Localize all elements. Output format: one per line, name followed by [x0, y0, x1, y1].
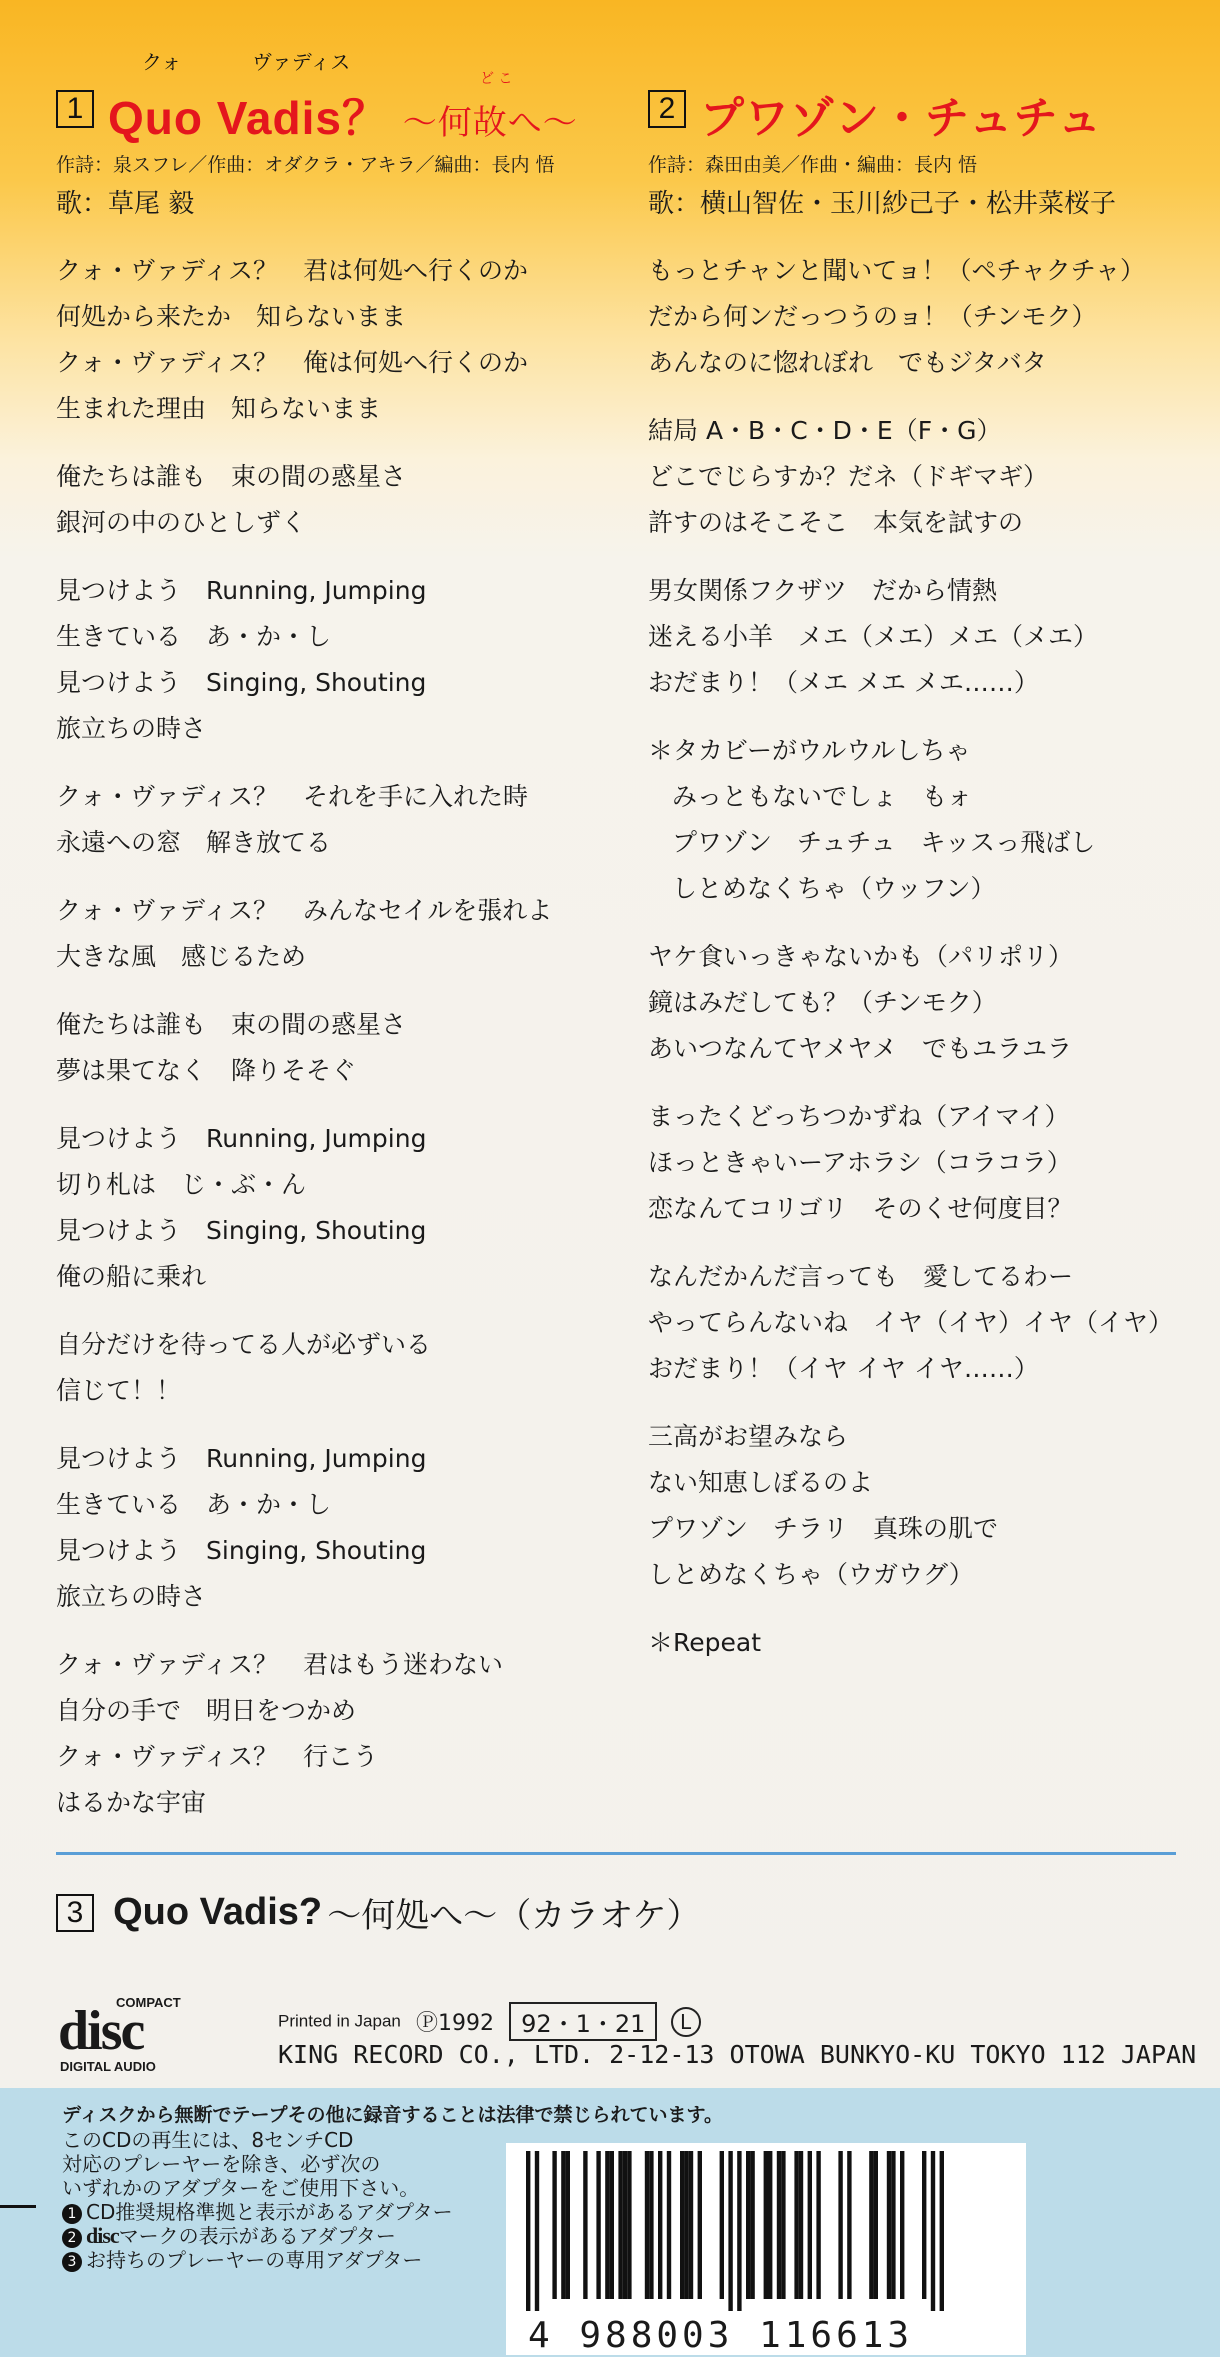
track-2-singer: 歌：横山智佐・玉川紗己子・松井菜桜子 — [648, 189, 1117, 219]
barcode-bar — [684, 2151, 688, 2299]
track-1-title-row — [56, 40, 616, 144]
title-ruby-vadis: ヴァディス — [252, 50, 351, 74]
lyric-line: 俺たちは誰も 束の間の惑星さ — [56, 462, 407, 491]
subtitle-ruby: ど こ — [480, 71, 513, 87]
lyric-line: 旅立ちの時さ — [56, 714, 207, 743]
compact-disc-logo — [58, 1995, 198, 2075]
number-1-icon: 1 — [62, 2204, 82, 2224]
barcode-bar — [561, 2151, 565, 2299]
track-1-credits: 作詩：泉スフレ／作曲：オダクラ・アキラ／編曲：長内 悟 — [56, 154, 555, 176]
stanza — [56, 1436, 616, 1620]
barcode-bar — [596, 2151, 600, 2299]
barcode-bar — [698, 2151, 702, 2299]
barcode-bar — [605, 2151, 609, 2299]
barcode-bar — [623, 2151, 627, 2299]
lyric-line: クォ・ヴァディス？ みんなセイルを張れよ — [56, 896, 553, 925]
lyric-line: おだまり！（メエ メエ メエ……） — [648, 668, 1039, 697]
barcode-bar — [768, 2151, 772, 2299]
lyric-line: クォ・ヴァディス？ 俺は何処へ行くのか — [56, 348, 529, 377]
barcode-bar — [764, 2151, 768, 2299]
chorus-line: プワゾン チュチュ キッスっ飛ばし — [672, 828, 1096, 857]
small-disc-logo: disc — [86, 2223, 119, 2248]
lyric-line: 恋なんてコリゴリ そのくせ何度目？ — [648, 1194, 1073, 1223]
chorus-line: しとめなくちゃ（ウッフン） — [672, 874, 996, 903]
track-2-lyrics — [648, 248, 1208, 1666]
lyric-line: 何処から来たか 知らないまま — [56, 302, 407, 331]
adapter-option-3 — [62, 2248, 453, 2272]
publication-info — [278, 2002, 701, 2041]
track-1-singer: 歌：草尾 毅 — [56, 189, 195, 219]
barcode-bar — [746, 2151, 750, 2299]
instruction-line-3: いずれかのアダプターをご使用下さい。 — [62, 2176, 420, 2200]
track-1-lyrics — [56, 248, 616, 1826]
lyric-line: ヤケ食いっきゃないかも（パリポリ） — [648, 942, 1074, 971]
barcode-bar — [750, 2151, 754, 2299]
lyric-line: どこでじらすか？だネ（ドギマギ） — [648, 462, 1049, 491]
number-2-icon: 2 — [62, 2228, 82, 2248]
barcode-bar — [869, 2151, 873, 2299]
barcode-bar — [891, 2151, 895, 2299]
barcode-panel — [506, 2143, 1026, 2355]
adapter-option-2-text: マークの表示があるアダプター — [118, 2224, 396, 2248]
lyric-line: やってらんないね イヤ（イヤ）イヤ（イヤ） — [648, 1308, 1174, 1337]
track-3-subtitle: 〜何処へ〜（カラオケ） — [327, 1896, 701, 1936]
track-2-title-row — [648, 40, 1208, 144]
stanza — [648, 1094, 1208, 1232]
lyric-line: 自分だけを待ってる人が必ずいる — [56, 1330, 432, 1359]
adapter-option-1 — [62, 2200, 453, 2224]
track-3-title: Quo Vadis? — [113, 1891, 323, 1933]
barcode-bar — [922, 2151, 926, 2299]
lyric-line: 自分の手で 明日をつかめ — [56, 1696, 357, 1725]
barcode-bar — [526, 2151, 530, 2311]
company-address: KING RECORD CO., LTD. 2-12-13 OTOWA BUNKYO-KU TOKYO 112 JAPAN — [278, 2040, 1197, 2069]
chorus-stanza — [648, 728, 1208, 912]
adapter-option-2 — [62, 2224, 453, 2248]
track-3-row — [56, 1888, 701, 1937]
lyric-line: クォ・ヴァディス？ 君は何処へ行くのか — [56, 256, 529, 285]
barcode-bar — [645, 2151, 649, 2299]
chorus-line: ＊タカビーがウルウルしちゃ — [648, 736, 971, 765]
lyric-line: 迷える小羊 メエ（メエ）メエ（メエ） — [648, 622, 1099, 651]
barcode-bar — [816, 2151, 820, 2299]
lyric-line: 見つけよう Running, Jumping — [56, 576, 427, 605]
lyric-line: 男女関係フクザツ だから情熱 — [648, 576, 998, 605]
lyric-line: クォ・ヴァディス？ 行こう — [56, 1742, 379, 1771]
track-1-title-text: Quo Vadis？ — [108, 92, 389, 144]
barcode-bar — [900, 2151, 904, 2299]
lyric-line: プワゾン チラリ 真珠の肌で — [648, 1514, 999, 1543]
stanza — [648, 1254, 1208, 1392]
track-1-title — [108, 82, 578, 148]
logo-digital-audio-text: DIGITAL AUDIO — [60, 2059, 156, 2074]
adapter-option-1-text: CD推奨規格準拠と表示があるアダプター — [86, 2200, 453, 2224]
l-mark-icon: L — [671, 2007, 701, 2037]
lyric-line: もっとチャンと聞いてョ！（ペチャクチャ） — [648, 256, 1146, 285]
phonogram-copyright: Ⓟ1992 — [415, 2011, 494, 2036]
stanza — [648, 568, 1208, 706]
lyric-line: ほっときゃいーアホラシ（コラコラ） — [648, 1148, 1072, 1177]
track-2-credits: 作詩：森田由美／作曲・編曲：長内 悟 — [648, 154, 978, 176]
barcode-number: 4 988003 116613 — [528, 2315, 914, 2356]
lyric-line: 生きている あ・か・し — [56, 1490, 332, 1519]
barcode-bar — [689, 2151, 693, 2299]
lyric-line: まったくどっちつかずね（アイマイ） — [648, 1102, 1070, 1131]
track-1-number-box — [56, 90, 94, 128]
lyric-line: あいつなんてヤメヤメ でもユラユラ — [648, 1034, 1073, 1063]
barcode-bar — [566, 2151, 570, 2299]
logo-compact-text: COMPACT — [116, 1995, 181, 2010]
barcode-bar — [838, 2151, 842, 2299]
barcode-bar — [658, 2151, 662, 2299]
barcode-bar — [610, 2151, 614, 2299]
lyric-line: あんなのに惚れぼれ でもジタバタ — [648, 348, 1047, 377]
lyric-line: 旅立ちの時さ — [56, 1582, 207, 1611]
number-3-icon: 3 — [62, 2252, 82, 2272]
stanza — [648, 408, 1208, 546]
track-3-number: 3 — [56, 1894, 94, 1932]
barcode-bar — [737, 2151, 741, 2311]
barcode-bar — [847, 2151, 851, 2299]
lyric-line: 俺たちは誰も 束の間の惑星さ — [56, 1010, 407, 1039]
barcode-bar — [799, 2151, 803, 2299]
lyric-line: はるかな宇宙 — [56, 1788, 207, 1817]
chorus-line: みっともないでしょ もォ — [672, 782, 973, 811]
section-divider — [56, 1852, 1176, 1855]
side-tick-mark — [0, 2205, 36, 2208]
barcode-bar — [583, 2151, 587, 2299]
instruction-line-2: 対応のプレーヤーを除き、必ず次の — [62, 2152, 381, 2176]
stanza — [56, 1002, 616, 1094]
lyric-line: 見つけよう Singing, Shouting — [56, 1216, 427, 1245]
barcode-bar — [667, 2151, 671, 2299]
track-1-column — [56, 40, 616, 1848]
barcode-bar — [794, 2151, 798, 2299]
lyric-line: クォ・ヴァディス？ 君はもう迷わない — [56, 1650, 504, 1679]
barcode-bar — [874, 2151, 878, 2299]
lyric-line: 信じて！！ — [56, 1376, 182, 1405]
stanza — [56, 1322, 616, 1414]
stanza — [56, 888, 616, 980]
lyric-line: 許すのはそこそこ 本気を試すの — [648, 508, 1024, 537]
lyric-line: 銀河の中のひとしずく — [56, 508, 307, 537]
barcode-bar — [552, 2151, 556, 2299]
printed-in-japan: Printed in Japan — [278, 2011, 401, 2031]
barcode-bar — [777, 2151, 781, 2299]
stanza — [56, 1642, 616, 1826]
stanza — [56, 1116, 616, 1300]
lyric-line: 切り札は じ・ぶ・ん — [56, 1170, 307, 1199]
lyric-line: おだまり！（イヤ イヤ イヤ……） — [648, 1354, 1039, 1383]
stanza — [56, 568, 616, 752]
lyric-line: 生きている あ・か・し — [56, 622, 332, 651]
lyric-line: 結局 A・B・C・D・E（F・G） — [648, 416, 1002, 445]
lyric-line: 大きな風 感じるため — [56, 942, 307, 971]
barcode-bar — [720, 2151, 724, 2299]
lyric-line: しとめなくちゃ（ウガウグ） — [648, 1560, 974, 1589]
barcode-bar — [728, 2151, 732, 2311]
logo-disc-text: disc — [58, 2000, 144, 2062]
lyric-line: 夢は果てなく 降りそそぐ — [56, 1056, 357, 1085]
barcode-bar — [649, 2151, 653, 2299]
stanza — [56, 774, 616, 866]
adapter-option-3-text: お持ちのプレーヤーの専用アダプター — [86, 2248, 423, 2272]
stanza — [56, 248, 616, 432]
barcode-bar — [627, 2151, 631, 2299]
track-2-title: プワゾン・チュチュ — [700, 93, 1103, 144]
barcode-bar — [931, 2151, 935, 2311]
instruction-line-1: このCDの再生には、8センチCD — [62, 2128, 354, 2152]
barcode-bar — [618, 2151, 622, 2299]
barcode-icon — [526, 2151, 1006, 2311]
copy-warning: ディスクから無断でテープその他に録音することは法律で禁じられています。 — [62, 2104, 724, 2126]
playback-instructions — [62, 2128, 453, 2272]
barcode-bar — [535, 2151, 539, 2311]
track-1-subtitle: 〜何故へ〜 — [402, 103, 578, 143]
stanza — [648, 1414, 1208, 1598]
lyric-line: 俺の船に乗れ — [56, 1262, 207, 1291]
stanza — [648, 934, 1208, 1072]
lyric-line: ない知恵しぼるのよ — [648, 1468, 874, 1497]
lyric-line: 鏡はみだしても？（チンモク） — [648, 988, 997, 1017]
track-2-number-box — [648, 90, 686, 128]
title-ruby-quo: クォ — [142, 50, 182, 74]
barcode-bar — [808, 2151, 812, 2299]
track-2-number: 2 — [648, 90, 686, 128]
release-date-box: 92・1・21 — [509, 2002, 657, 2041]
track-2-column — [648, 40, 1208, 1666]
lyric-line: 見つけよう Singing, Shouting — [56, 1536, 427, 1565]
lyric-line: 永遠への窓 解き放てる — [56, 828, 332, 857]
lyric-line: だから何ンだっつうのョ！（チンモク） — [648, 302, 1097, 331]
lyric-line: クォ・ヴァディス？ それを手に入れた時 — [56, 782, 529, 811]
barcode-bar — [680, 2151, 684, 2299]
barcode-bar — [940, 2151, 944, 2311]
stanza — [56, 454, 616, 546]
lyric-line: 見つけよう Running, Jumping — [56, 1444, 427, 1473]
stanza — [648, 248, 1208, 386]
lyric-line: 見つけよう Running, Jumping — [56, 1124, 427, 1153]
lyric-line: なんだかんだ言っても 愛してるわー — [648, 1262, 1074, 1291]
barcode-bar — [887, 2151, 891, 2299]
barcode-bar — [781, 2151, 785, 2299]
lyric-line: 見つけよう Singing, Shouting — [56, 668, 427, 697]
lyric-line: 三高がお望みなら — [648, 1422, 849, 1451]
lyric-line: 生まれた理由 知らないまま — [56, 394, 382, 423]
track-1-number: 1 — [56, 90, 94, 128]
repeat-marker: ＊Repeat — [648, 1628, 762, 1657]
